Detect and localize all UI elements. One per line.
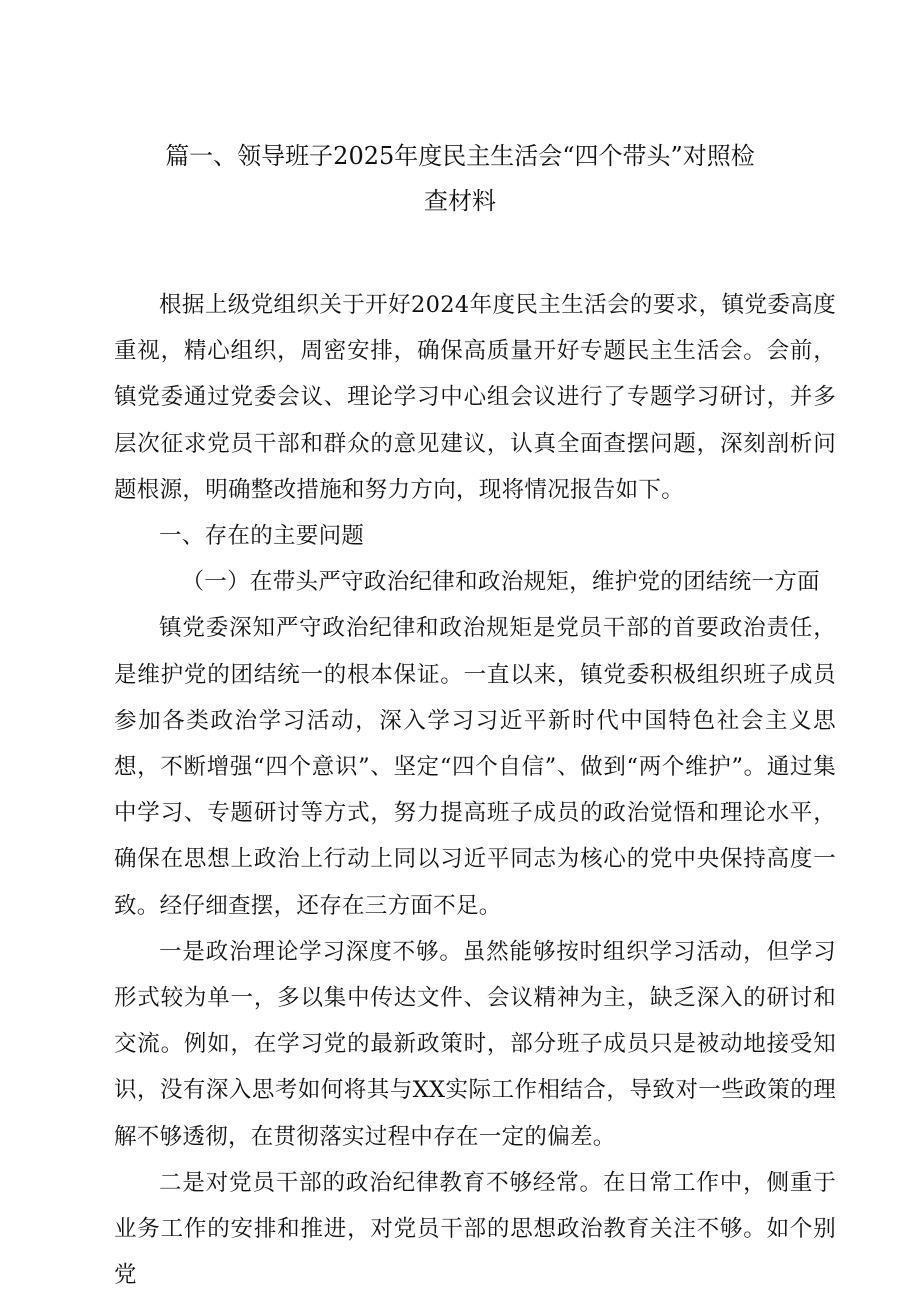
section-heading: 一、存在的主要问题 [159,523,365,550]
document-body [114,282,836,1298]
body-paragraph: 二是对党员干部的政治纪律教育不够经常。在日常工作中，侧重于业务工作的安排和推进，对党员干部的思想政治教育关注不够。如个别党 [114,1169,836,1289]
body-paragraph: 一是政治理论学习深度不够。虽然能够按时组织学习活动，但学习形式较为单一，多以集中传达文件、会议精神为主，缺乏深入的研讨和交流。例如，在学习党的最新政策时，部分班子成员只是被动地接受知识，没有深入思考如何将其与XX实际工作相结合，导致对一些政策的理解不够透彻，在贯彻落实过程中存在一定的偏差。 [114,938,836,1150]
subsection-heading: （一）在带头严守政治纪律和政治规矩，维护党的团结统一方面 [181,569,820,596]
document-title-line-2: 查材料 [424,187,496,215]
document-title-line-1: 篇一、领导班子2025年度民主生活会“四个带头”对照检 [165,142,755,170]
intro-paragraph: 根据上级党组织关于开好2024年度民主生活会的要求，镇党委高度重视，精心组织，周密安排，确保高质量开好专题民主生活会。会前，镇党委通过党委会议、理论学习中心组会议进行了专题学习研讨，并多层次征求党员干部和群众的意见建议，认真全面查摆问题，深刻剖析问题根源，明确整改措施和努力方向，现将情况报告如下。 [114,292,836,503]
body-paragraph: 镇党委深知严守政治纪律和政治规矩是党员干部的首要政治责任，是维护党的团结统一的根本保证。一直以来，镇党委积极组织班子成员参加各类政治学习活动，深入学习习近平新时代中国特色社会主义思想，不断增强“四个意识”、坚定“四个自信”、做到“两个维护”。通过集中学习、专题研讨等方式，努力提高班子成员的政治觉悟和理论水平，确保在思想上政治上行动上同以习近平同志为核心的党中央保持高度一致。经仔细查摆，还存在三方面不足。 [114,615,836,919]
